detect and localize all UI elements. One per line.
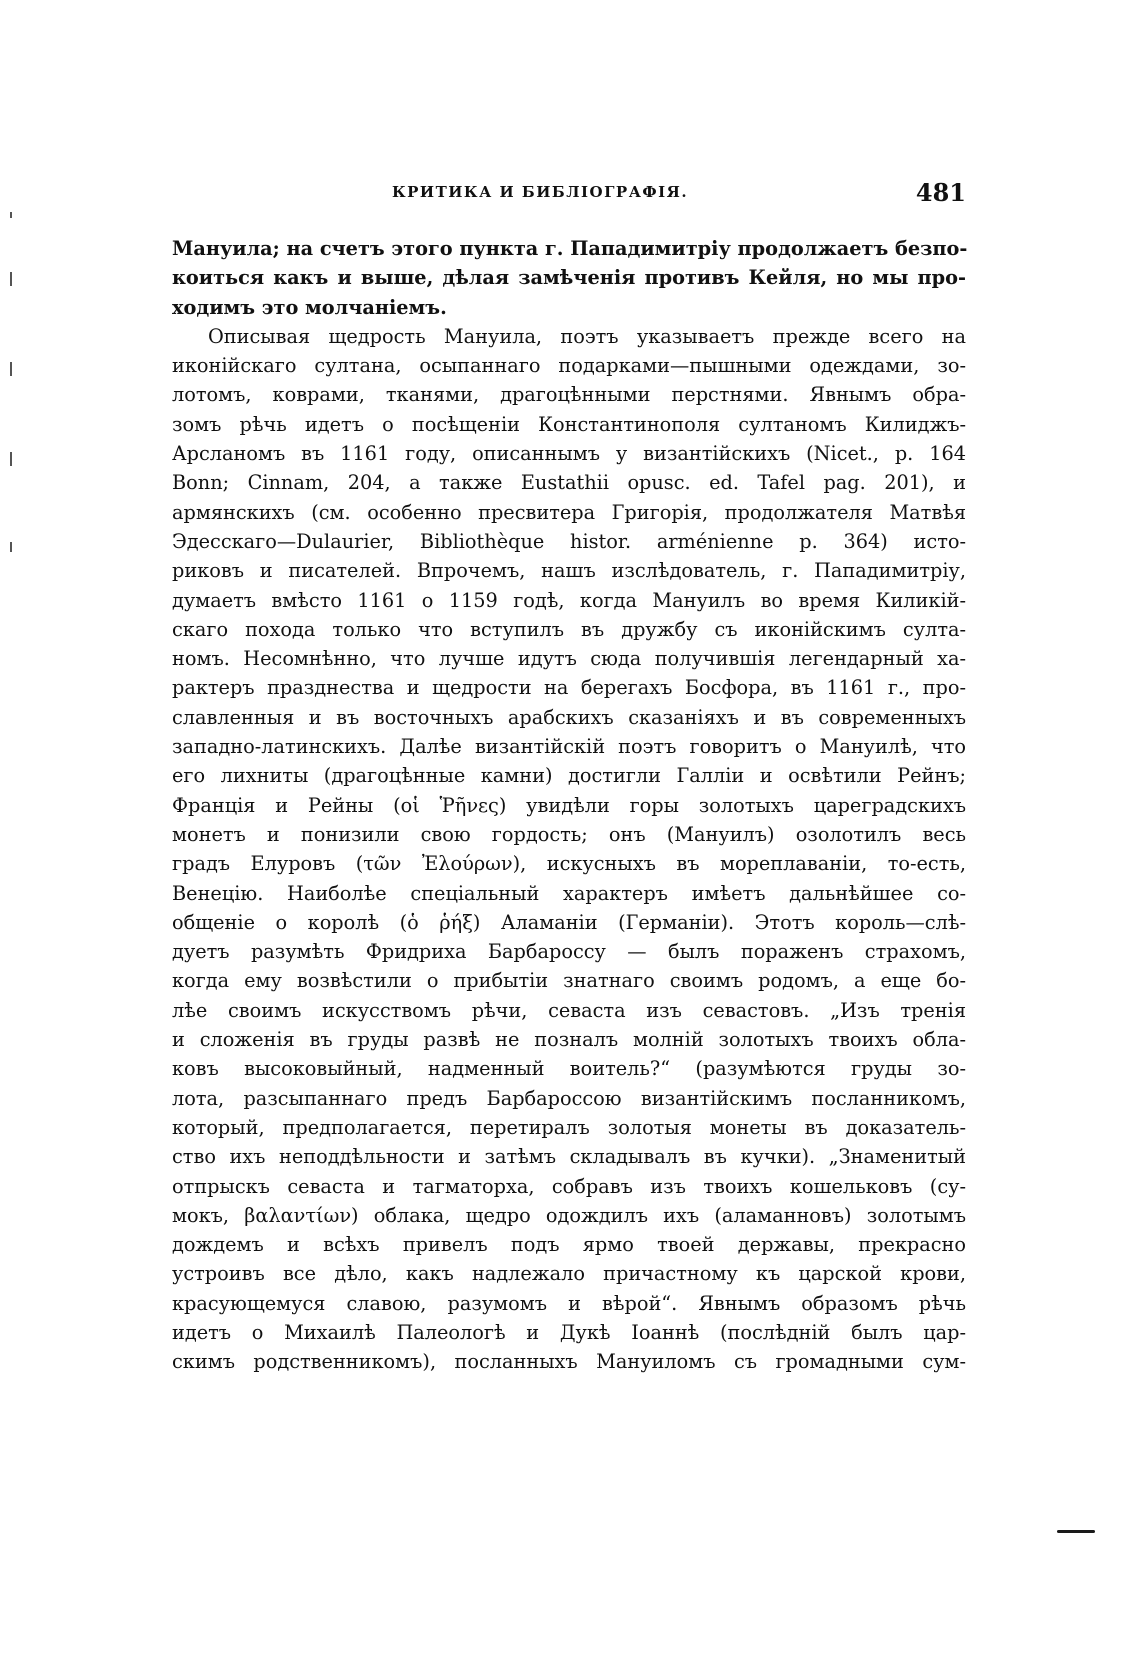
text-line: рактеръ празднества и щедрости на берегахъ Босфора, въ 1161 г., про- xyxy=(172,676,966,700)
text-line: который, предполагается, перетиралъ золотыя монеты въ доказатель- xyxy=(172,1115,966,1139)
text-line: риковъ и писателей. Впрочемъ, нашъ изслѣдователь, г. Пападимитріу, xyxy=(172,559,966,583)
text-line: когда ему возвѣстили о прибытіи знатнаго своимъ родомъ, а еще бо- xyxy=(172,969,966,993)
text-line: Bonn; Cinnam, 204, а также Eustathii opusc. ed. Tafel pag. 201), и xyxy=(172,471,966,495)
text-line: западно-латинскихъ. Далѣе византійскій поэтъ говоритъ о Мануилѣ, что xyxy=(172,735,966,759)
text-line: скимъ родственникомъ), посланныхъ Мануиломъ съ громадными сум- xyxy=(172,1350,966,1374)
scan-mark xyxy=(10,362,12,376)
scan-mark xyxy=(10,212,12,218)
text-line: общеніе о королѣ (ὁ ῥήξ) Аламаніи (Германіи). Этотъ король—слѣ- xyxy=(172,910,966,934)
scan-mark xyxy=(10,452,12,466)
text-line: Эдесскаго—Dulaurier, Bibliothèque histor. arménienne p. 364) исто- xyxy=(172,529,966,553)
text-line: монетъ и понизили свою гордость; онъ (Мануилъ) озолотилъ весь xyxy=(172,822,966,846)
text-line: номъ. Несомнѣнно, что лучше идутъ сюда получившія легендарный ха- xyxy=(172,647,966,671)
text-line: славленныя и въ восточныхъ арабскихъ сказаніяхъ и въ современныхъ xyxy=(172,705,966,729)
text-line: красующемуся славою, разумомъ и вѣрой“. Явнымъ образомъ рѣчь xyxy=(172,1291,966,1315)
text-line: дождемъ и всѣхъ привелъ подъ ярмо твоей державы, прекрасно xyxy=(172,1233,966,1257)
text-line: иконійскаго султана, осыпаннаго подарками—пышными одеждами, зо- xyxy=(172,354,966,378)
text-line: армянскихъ (см. особенно пресвитера Григорія, продолжателя Матвѣя xyxy=(172,500,966,524)
text-line: лотомъ, коврами, тканями, драгоцѣнными перстнями. Явнымъ обра- xyxy=(172,383,966,407)
text-line: думаетъ вмѣсто 1161 о 1159 годѣ, когда Мануилъ во время Киликій- xyxy=(172,588,966,612)
text-line: Венецію. Наиболѣе спеціальный характеръ имѣетъ дальнѣйшее со- xyxy=(172,881,966,905)
scan-mark xyxy=(10,542,12,552)
text-line: скаго похода только что вступилъ въ дружбу съ иконійскимъ султа- xyxy=(172,617,966,641)
text-line: ходимъ это молчаніемъ. xyxy=(172,295,447,319)
text-line: идетъ о Михаилѣ Палеологѣ и Дукѣ Іоаннѣ (послѣдній былъ цар- xyxy=(172,1320,966,1344)
running-header xyxy=(170,178,980,211)
text-line: Арсланомъ въ 1161 году, описаннымъ у византійскихъ (Nicet., p. 164 xyxy=(172,442,966,466)
body-text xyxy=(172,234,966,1377)
text-line: ство ихъ неподдѣльности и затѣмъ складывалъ въ кучки). „Знаменитый xyxy=(172,1145,966,1169)
running-title: КРИТИКА И БИБЛІОГРАФІЯ. xyxy=(392,183,689,201)
text-line: Франція и Рейны (οἱ Ῥῆνες) увидѣли горы золотыхъ цареградскихъ xyxy=(172,793,966,817)
text-line: лѣе своимъ искусствомъ рѣчи, севаста изъ севастовъ. „Изъ тренія xyxy=(172,998,966,1022)
text-line: его лихниты (драгоцѣнные камни) достигли Галліи и освѣтили Рейнъ; xyxy=(172,764,966,788)
text-line: и сложенія въ груды развѣ не позналъ молній золотыхъ твоихъ обла- xyxy=(172,1028,966,1052)
text-line: Описывая щедрость Мануила, поэтъ указываетъ прежде всего на xyxy=(208,324,966,348)
text-line: мокъ, βαλαντίων) облака, щедро одождилъ ихъ (аламанновъ) золотымъ xyxy=(172,1203,966,1227)
text-line: отпрыскъ севаста и тагматорха, собравъ изъ твоихъ кошельковъ (су- xyxy=(172,1174,966,1198)
page-number: 481 xyxy=(915,178,966,207)
text-line: ковъ высоковыйный, надменный воитель?“ (разумѣются груды зо- xyxy=(172,1057,966,1081)
text-line: устроивъ все дѣло, какъ надлежало причастному къ царской крови, xyxy=(172,1262,966,1286)
text-line: градъ Елуровъ (τῶν Ἐλούρων), искусныхъ въ мореплаваніи, то-есть, xyxy=(172,852,966,876)
text-line: зомъ рѣчь идетъ о посѣщеніи Константинополя султаномъ Килиджъ- xyxy=(172,412,966,436)
text-line: лота, разсыпаннаго предъ Барбароссою византійскимъ посланникомъ, xyxy=(172,1086,966,1110)
text-line: дуетъ разумѣть Фридриха Барбароссу — былъ пораженъ страхомъ, xyxy=(172,940,966,964)
scan-mark xyxy=(10,272,12,286)
text-line: Мануила; на счетъ этого пункта г. Пападимитріу продолжаетъ безпо- xyxy=(172,237,968,260)
scan-rule-mark xyxy=(1057,1530,1095,1533)
text-line: коиться какъ и выше, дѣлая замѣченія противъ Кейля, но мы про- xyxy=(172,266,966,290)
